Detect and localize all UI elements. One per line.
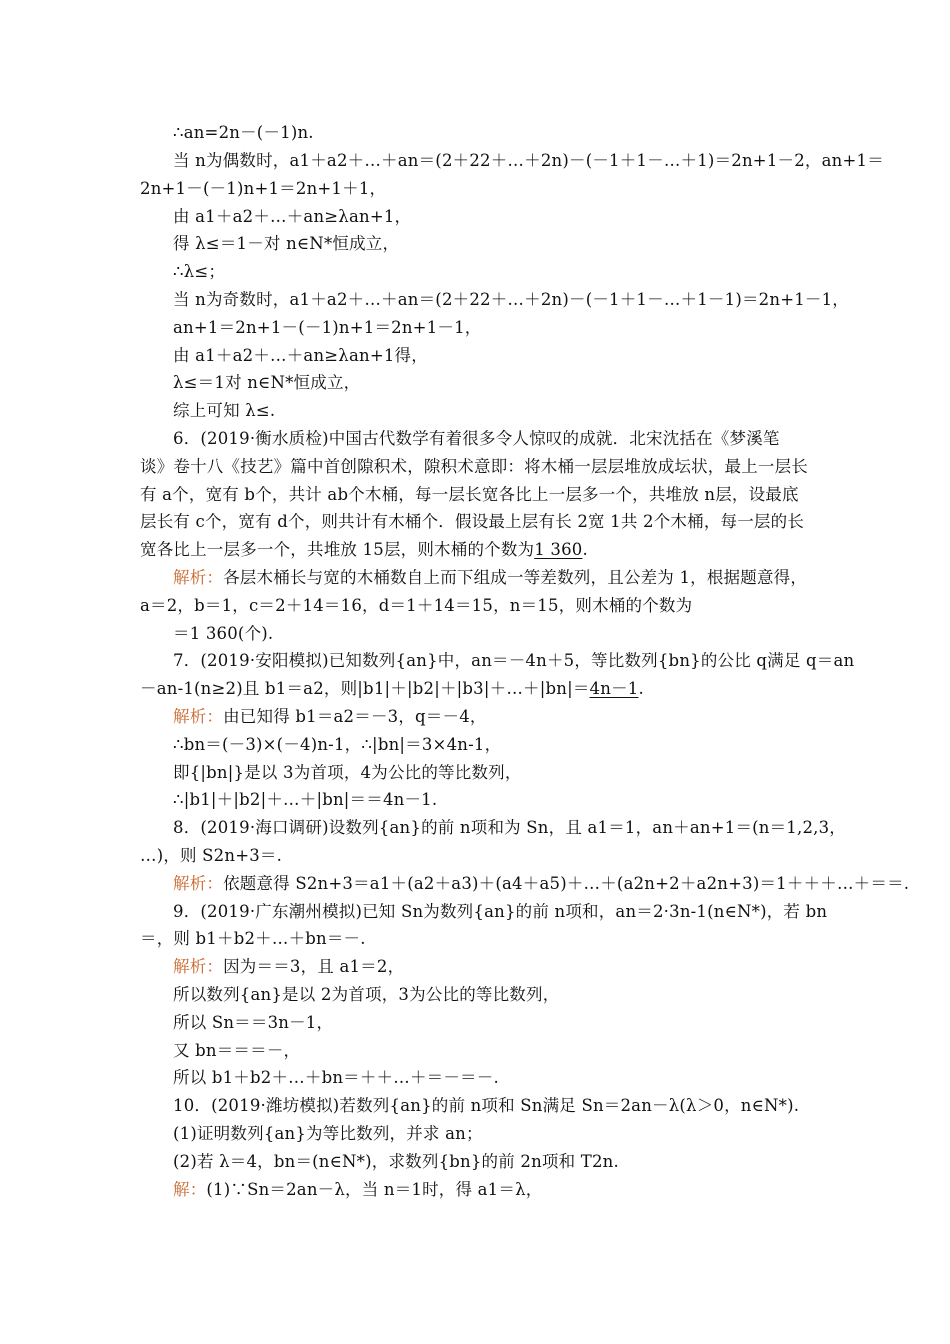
analysis-label: 解析： [173,707,224,726]
text-line: a＝2，b＝1，c＝2＋14＝16，d＝1＋14＝15，n＝15，则木桶的个数为 [140,596,693,615]
text-line: 当 n为偶数时，a1＋a2＋…＋an＝(2＋22＋…＋2n)－(－1＋1－…＋1)＝2n+1－2，an+1＝ [173,151,884,170]
text-line: 谈》卷十八《技艺》篇中首创隙积术，隙积术意即：将木桶一层层堆放成坛状，最上一层长 [140,457,808,476]
problem-8-stem: 8．(2019·海口调研)设数列{an}的前 n项和为 Sn，且 a1＝1，an＋an+1＝(n＝1,2,3， [173,818,846,837]
text-line: 综上可知 λ≤. [173,401,276,420]
text-line: ∴bn＝(－3)×(－4)n-1，∴|bn|＝3×4n-1， [173,735,502,754]
text-line: …)，则 S2n+3＝. [140,846,283,865]
text-line: 又 bn＝＝＝－， [173,1041,301,1060]
text-line: 有 a个，宽有 b个，共计 ab个木桶，每一层长宽各比上一层多一个，共堆放 n层，设最底 [140,485,799,504]
text-line: ＝，则 b1＋b2＋…＋bn＝－. [140,929,366,948]
solution-line: 解析：依题意得 S2n+3＝a1＋(a2＋a3)＋(a4＋a5)＋…＋(a2n+2＋a2n+3)＝1＋＋＋…＋＝＝. [173,874,910,893]
solution-label: 解： [173,1180,207,1199]
text-line: 当 n为奇数时，a1＋a2＋…＋an＝(2＋22＋…＋2n)－(－1＋1－…＋1－1)＝2n+1－1， [173,290,850,309]
text-line: 得 λ≤＝1－对 n∈N*恒成立， [173,234,400,253]
solution-line: 解析：由已知得 b1＝a2＝－3，q＝－4， [173,707,487,726]
text-line: ＝1 360(个). [173,624,274,643]
text-line: ∴λ≤； [173,262,226,281]
problem-10-stem: 10．(2019·潍坊模拟)若数列{an}的前 n项和 Sn满足 Sn＝2an－λ(λ＞0，n∈N*). [173,1096,800,1115]
text-line: 层长有 c个，宽有 d个，则共计有木桶个．假设最上层有长 2宽 1共 2个木桶，每一层的长 [140,512,805,531]
problem-6-stem: 6．(2019·衡水质检)中国古代数学有着很多令人惊叹的成就．北宋沈括在《梦溪笔 [173,429,780,448]
text-line: 宽各比上一层多一个，共堆放 15层，则木桶的个数为1 360. [140,540,588,559]
text-line: (1)证明数列{an}为等比数列，并求 an； [173,1124,483,1143]
text-line: 所以数列{an}是以 2为首项，3为公比的等比数列， [173,985,560,1004]
problem-9-stem: 9．(2019·广东潮州模拟)已知 Sn为数列{an}的前 n项和，an＝2·3n-1(n∈N*)，若 bn [173,902,828,921]
solution-line: 解析：各层木桶长与宽的木桶数自上而下组成一等差数列，且公差为 1，根据题意得， [173,568,808,587]
problem-7-stem: 7．(2019·安阳模拟)已知数列{an}中，an＝－4n＋5，等比数列{bn}的公比 q满足 q＝an [173,651,855,670]
answer-blank: 4n－1 [589,679,639,698]
text-line: (2)若 λ＝4，bn＝(n∈N*)，求数列{bn}的前 2n项和 T2n. [173,1152,619,1171]
text-line: ∴an=2n－(－1)n. [173,123,314,142]
text-line: ∴|b1|＋|b2|＋…＋|bn|＝＝4n－1. [173,790,438,809]
text-line: 所以 Sn＝＝3n－1， [173,1013,334,1032]
text-line: 所以 b1＋b2＋…＋bn＝＋＋…＋＝－＝－. [173,1068,499,1087]
text-line: 由 a1＋a2＋…＋an≥λan+1得， [173,346,428,365]
text-line: an+1＝2n+1－(－1)n+1＝2n+1－1， [173,318,482,337]
answer-blank: 1 360 [534,540,583,559]
text-line: －an-1(n≥2)且 b1＝a2，则|b1|＋|b2|＋|b3|＋…＋|bn|＝4n－1. [140,679,644,698]
text-line: 2n+1－(－1)n+1＝2n+1＋1， [140,179,387,198]
solution-line: 解：(1)∵Sn＝2an－λ，当 n＝1时，得 a1＝λ， [173,1180,543,1199]
text-line: 由 a1＋a2＋…＋an≥λan+1， [173,207,412,226]
text-line: λ≤＝1对 n∈N*恒成立， [173,373,361,392]
analysis-label: 解析： [173,874,224,893]
analysis-label: 解析： [173,568,224,587]
analysis-label: 解析： [173,957,224,976]
solution-line: 解析：因为＝＝3，且 a1＝2， [173,957,405,976]
text-line: 即{|bn|}是以 3为首项，4为公比的等比数列， [173,763,522,782]
